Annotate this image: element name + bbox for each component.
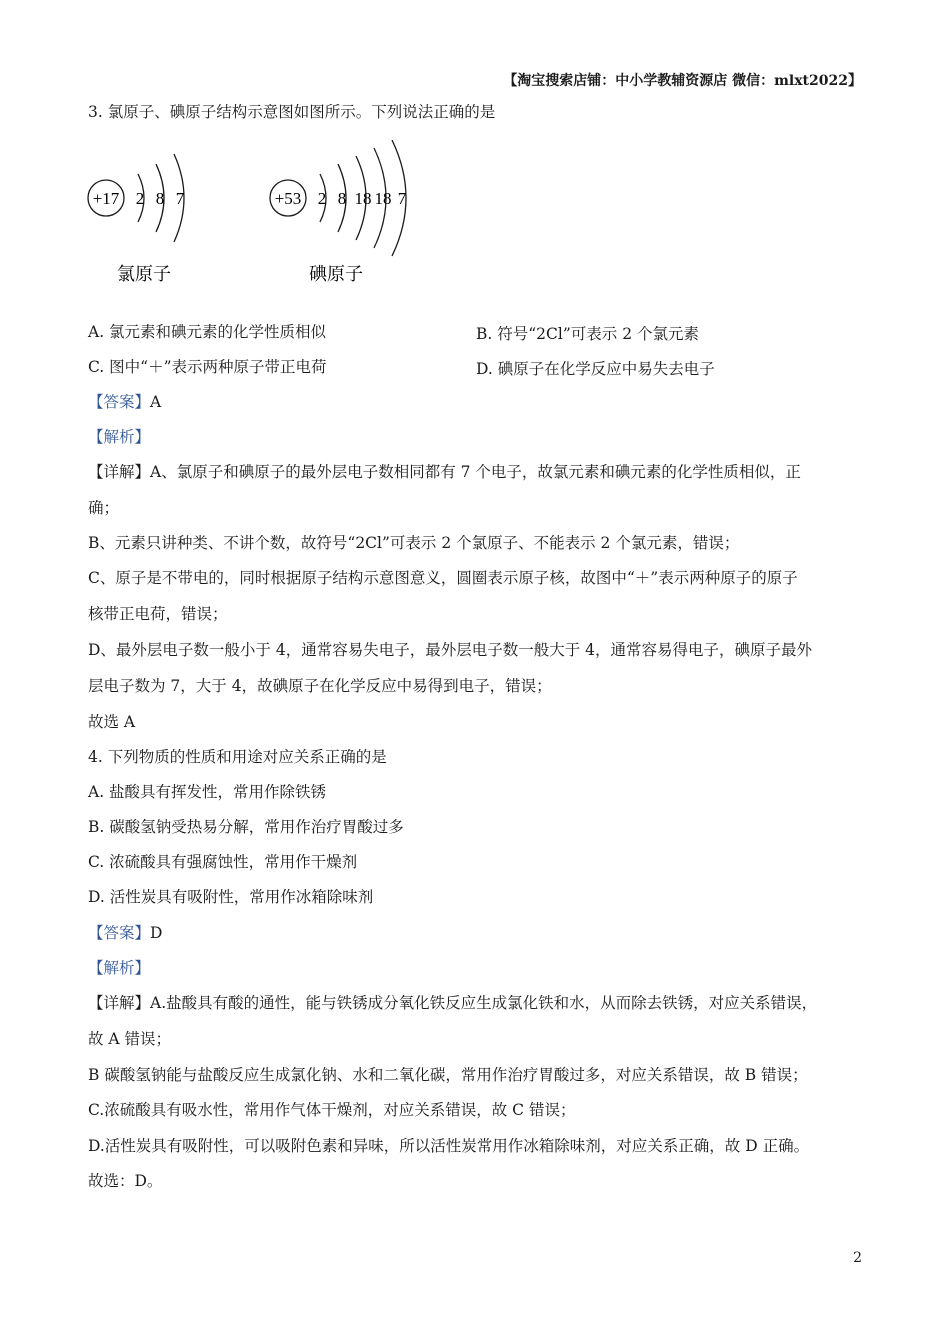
q3-detail-tag: 【详解】: [88, 463, 151, 481]
q3-detail-line-3: B、元素只讲种类、不讲个数，故符号“2Cl”可表示 2 个氯原子、不能表示 2 个氯元素，错误；: [88, 534, 740, 552]
atom-structure-diagram: [80, 140, 440, 300]
q3-detail-line-2: 确；: [88, 499, 120, 517]
chlorine-shell-3-count: 7: [175, 189, 185, 208]
q4-option-c: C. 浓硫酸具有强腐蚀性，常用作干燥剂: [88, 853, 358, 871]
chlorine-caption: 氯原子: [117, 264, 171, 284]
question-3-stem: 3. 氯原子、碘原子结构示意图如图所示。下列说法正确的是: [88, 103, 496, 121]
q3-detail-line-4: C、原子是不带电的，同时根据原子结构示意图意义，圆圈表示原子核，故图中“＋”表示两种原子的原子: [88, 569, 798, 587]
q4-detail-line-1: [88, 993, 817, 1013]
q4-answer-tag: 【答案】: [88, 924, 151, 942]
q4-analysis-tag: 【解析】: [88, 959, 151, 977]
q3-analysis-tag: 【解析】: [88, 428, 151, 446]
q3-option-a: A. 氯元素和碘元素的化学性质相似: [88, 323, 327, 341]
q3-detail-line-7: 层电子数为 7，大于 4，故碘原子在化学反应中易得到电子，错误；: [88, 677, 552, 695]
chlorine-shell-1-count: 2: [135, 189, 145, 208]
q3-detail-line-1: [88, 462, 801, 482]
q4-detail-tag: 【详解】: [88, 994, 151, 1012]
q3-option-c: C. 图中“＋”表示两种原子带正电荷: [88, 358, 327, 376]
iodine-nucleus-label: +53: [274, 189, 302, 208]
q4-answer: D: [150, 924, 163, 942]
chlorine-atom-diagram: [88, 154, 185, 284]
q3-detail-line-5: 核带正电荷，错误；: [88, 605, 228, 623]
q3-option-b: B. 符号“2Cl”可表示 2 个氯元素: [476, 325, 699, 343]
chlorine-shell-2-count: 8: [155, 189, 165, 208]
q3-answer-line: [88, 392, 161, 412]
q4-conclusion: 故选：D。: [88, 1172, 163, 1190]
iodine-shell-4-count: 18: [374, 189, 392, 208]
q4-option-d: D. 活性炭具有吸附性，常用作冰箱除味剂: [88, 888, 374, 906]
iodine-shell-5-count: 7: [397, 189, 407, 208]
iodine-shell-1-count: 2: [317, 189, 327, 208]
q4-detail-line-2: 故 A 错误；: [88, 1030, 172, 1048]
q3-answer-tag: 【答案】: [88, 393, 151, 411]
q3-answer: A: [150, 393, 162, 411]
q3-detail-text-1: A、氯原子和碘原子的最外层电子数相同都有 7 个电子，故氯元素和碘元素的化学性质相似，正: [150, 463, 801, 481]
page-header: 【淘宝搜索店铺：中小学教辅资源店 微信：mlxt2022】: [503, 73, 862, 89]
q4-detail-text-1: A.盐酸具有酸的通性，能与铁锈成分氧化铁反应生成氯化铁和水，从而除去铁锈，对应关系错误，: [150, 994, 818, 1012]
q4-option-b: B. 碳酸氢钠受热易分解，常用作治疗胃酸过多: [88, 818, 404, 836]
question-4-stem: 4. 下列物质的性质和用途对应关系正确的是: [88, 748, 387, 766]
q3-conclusion: 故选 A: [88, 713, 136, 731]
chlorine-nucleus-label: +17: [92, 189, 120, 208]
q3-detail-line-6: D、最外层电子数一般小于 4，通常容易失电子，最外层电子数一般大于 4，通常容易得电子，碘原子最外: [88, 641, 813, 659]
iodine-atom-diagram: [270, 140, 407, 284]
page-number: 2: [853, 1250, 862, 1266]
q4-detail-line-5: D.活性炭具有吸附性，可以吸附色素和异味，所以活性炭常用作冰箱除味剂，对应关系正确，故 D 正确。: [88, 1137, 810, 1155]
q4-detail-line-3: B 碳酸氢钠能与盐酸反应生成氯化钠、水和二氧化碳，常用作治疗胃酸过多，对应关系错误，故 B 错误；: [88, 1066, 808, 1084]
q4-option-a: A. 盐酸具有挥发性，常用作除铁锈: [88, 783, 327, 801]
iodine-shell-2-count: 8: [337, 189, 347, 208]
iodine-caption: 碘原子: [309, 264, 363, 284]
q3-option-d: D. 碘原子在化学反应中易失去电子: [476, 360, 715, 378]
q4-detail-line-4: C.浓硫酸具有吸水性，常用作气体干燥剂，对应关系错误，故 C 错误；: [88, 1101, 576, 1119]
iodine-shell-3-count: 18: [354, 189, 372, 208]
q4-answer-line: [88, 923, 162, 943]
